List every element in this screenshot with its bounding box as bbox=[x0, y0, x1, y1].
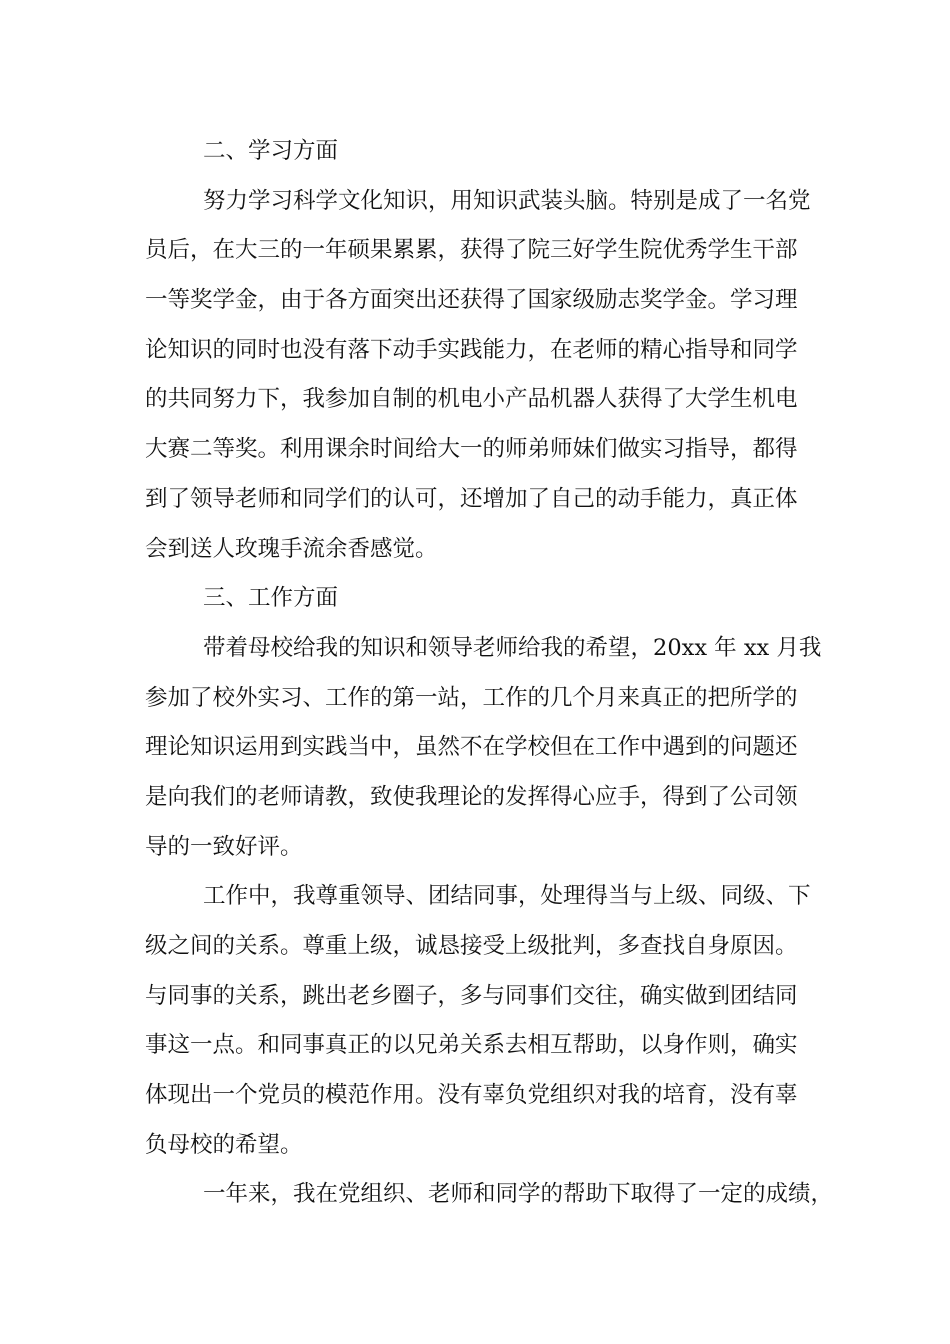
paragraph-line: 的共同努力下，我参加自制的机电小产品机器人获得了大学生机电 bbox=[145, 386, 798, 413]
paragraph-line: 级之间的关系。尊重上级，诚恳接受上级批判，多查找自身原因。 bbox=[145, 933, 798, 959]
section-heading-study: 二、学习方面 bbox=[203, 138, 339, 164]
paragraph-line: 体现出一个党员的模范作用。没有辜负党组织对我的培育，没有辜 bbox=[145, 1082, 798, 1109]
paragraph-line: 会到送人玫瑰手流余香感觉。 bbox=[145, 535, 438, 562]
paragraph-line: 理论知识运用到实践当中，虽然不在学校但在工作中遇到的问题还 bbox=[145, 734, 798, 761]
paragraph-line: 带着母校给我的知识和领导老师给我的希望，20xx 年 xx 月我 bbox=[203, 634, 822, 661]
section-heading-work: 三、工作方面 bbox=[203, 585, 339, 612]
paragraph-line: 一年来，我在党组织、老师和同学的帮助下取得了一定的成绩， bbox=[203, 1181, 834, 1208]
paragraph-line: 努力学习科学文化知识，用知识武装头脑。特别是成了一名党 bbox=[203, 187, 811, 214]
paragraph-line: 论知识的同时也没有落下动手实践能力，在老师的精心指导和同学 bbox=[145, 336, 798, 363]
paragraph-line: 导的一致好评。 bbox=[145, 833, 303, 860]
document-body bbox=[145, 127, 835, 1220]
paragraph-line: 事这一点。和同事真正的以兄弟关系去相互帮助，以身作则，确实 bbox=[145, 1032, 798, 1059]
paragraph-line: 参加了校外实习、工作的第一站，工作的几个月来真正的把所学的 bbox=[145, 684, 798, 711]
paragraph-line: 到了领导老师和同学们的认可，还增加了自己的动手能力，真正体 bbox=[145, 485, 798, 512]
paragraph-line: 是向我们的老师请教，致使我理论的发挥得心应手，得到了公司领 bbox=[145, 783, 798, 810]
paragraph-line: 负母校的希望。 bbox=[145, 1131, 303, 1158]
paragraph-line: 员后，在大三的一年硕果累累，获得了院三好学生院优秀学生干部 bbox=[145, 237, 798, 264]
paragraph-line: 与同事的关系，跳出老乡圈子，多与同事们交往，确实做到团结同 bbox=[145, 982, 798, 1009]
paragraph-line: 大赛二等奖。利用课余时间给大一的师弟师妹们做实习指导，都得 bbox=[145, 436, 798, 463]
paragraph-line: 一等奖学金，由于各方面突出还获得了国家级励志奖学金。学习理 bbox=[145, 287, 798, 314]
paragraph-line: 工作中，我尊重领导、团结同事，处理得当与上级、同级、下 bbox=[203, 883, 811, 910]
